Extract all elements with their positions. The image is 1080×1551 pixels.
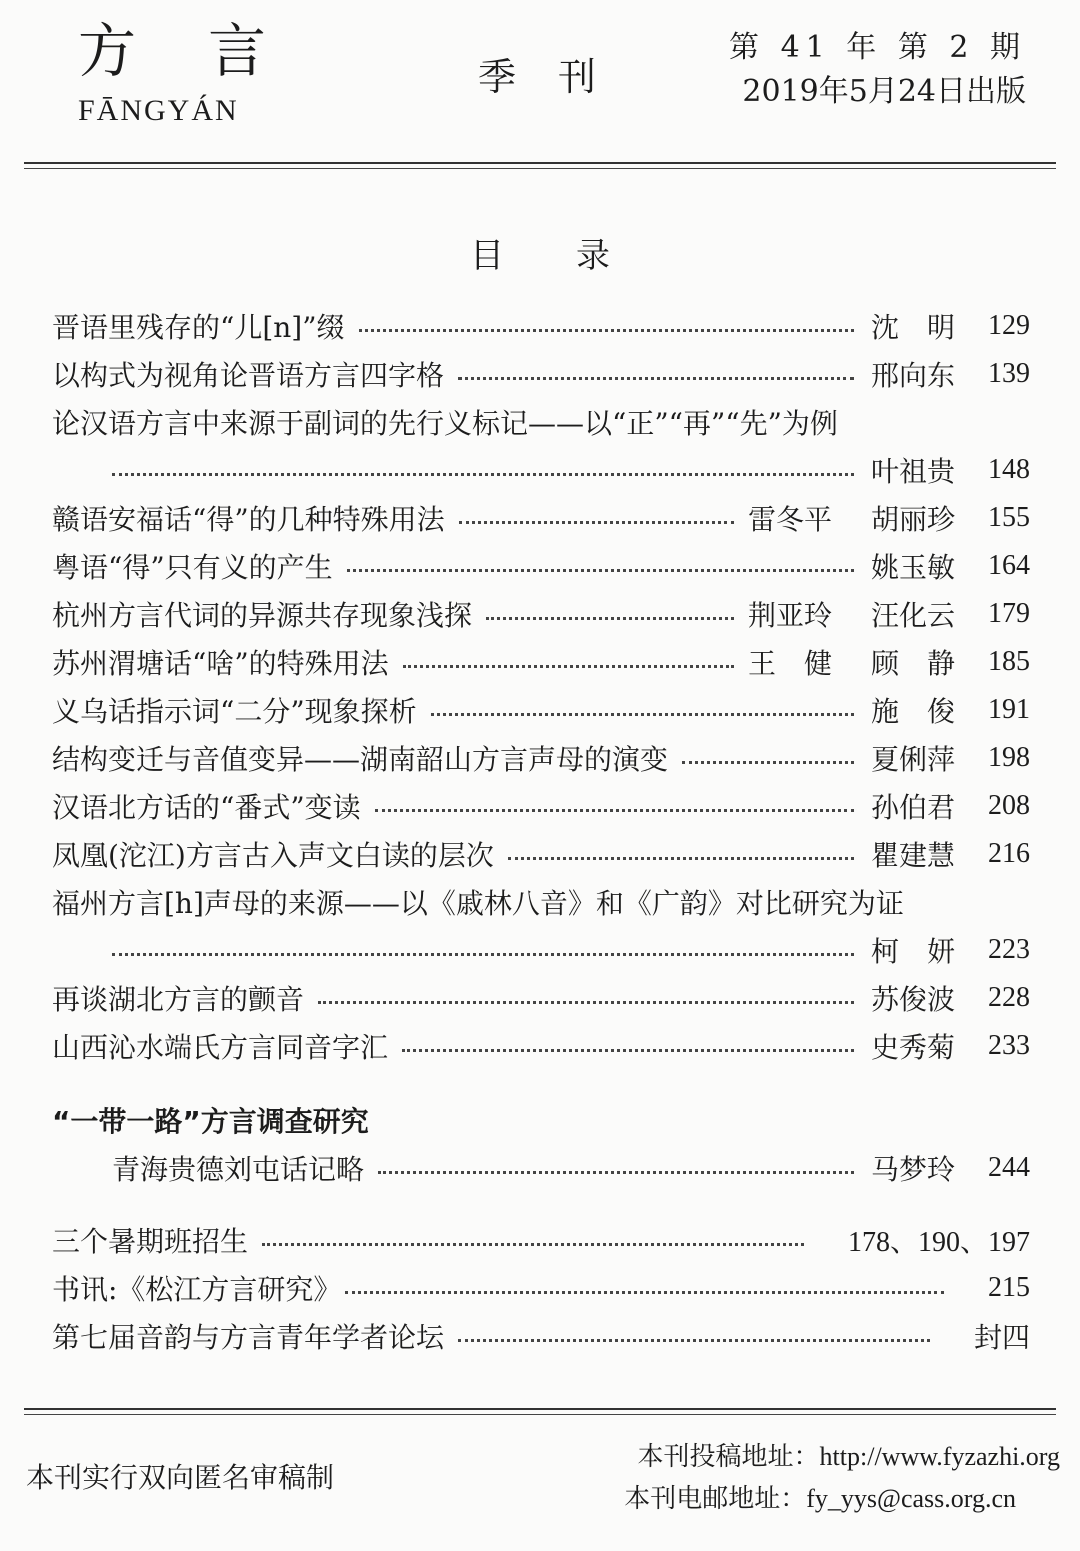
toc-entry-title: 赣语安福话“得”的几种特殊用法 bbox=[52, 503, 445, 536]
email-link[interactable]: fy_yys@cass.org.cn bbox=[806, 1484, 1016, 1513]
toc-entry-author: 汪化云 bbox=[870, 599, 955, 632]
section-title: “一带一路”方言调查研究 bbox=[52, 1105, 369, 1138]
dot-leader bbox=[682, 761, 854, 764]
toc-entry-author: 顾 静 bbox=[870, 647, 955, 680]
journal-pinyin: FĀNGYÁN bbox=[78, 94, 239, 127]
header-divider-top bbox=[24, 162, 1056, 164]
toc-entry-author: 姚玉敏 bbox=[870, 551, 955, 584]
toc-entry-title: 再谈湖北方言的颤音 bbox=[52, 983, 305, 1016]
toc-entry-author: 施 俊 bbox=[870, 695, 955, 728]
toc-entry[interactable] bbox=[52, 978, 1030, 1018]
toc-entry[interactable] bbox=[52, 546, 1030, 586]
toc-entry-author: 沈 明 bbox=[870, 311, 955, 344]
submission-address bbox=[638, 1436, 1060, 1473]
toc-entry-page: 223 bbox=[988, 934, 1030, 965]
notice-title: 第七届音韵与方言青年学者论坛 bbox=[52, 1321, 445, 1354]
toc-heading: 目录 bbox=[470, 236, 682, 276]
dot-leader bbox=[262, 1243, 804, 1246]
journal-title: 方言 bbox=[78, 17, 339, 85]
toc-entry-author: 史秀菊 bbox=[870, 1031, 955, 1064]
dot-leader bbox=[458, 1339, 930, 1342]
dot-leader bbox=[458, 377, 854, 380]
dot-leader bbox=[402, 1049, 854, 1052]
dot-leader bbox=[345, 1291, 944, 1294]
toc-entry[interactable] bbox=[52, 354, 1030, 394]
dot-leader bbox=[486, 617, 734, 620]
toc-entry-page: 191 bbox=[988, 694, 1030, 725]
notice-page: 178、190、197 bbox=[847, 1227, 1030, 1258]
toc-entry-continuation[interactable] bbox=[112, 930, 1030, 970]
toc-entry-page: 233 bbox=[988, 1030, 1030, 1061]
notice-page: 封四 bbox=[973, 1323, 1030, 1354]
toc-entry-author: 苏俊波 bbox=[870, 983, 955, 1016]
toc-entry-author: 柯 妍 bbox=[870, 935, 955, 968]
section-entry-page: 244 bbox=[988, 1152, 1030, 1183]
toc-entry-coauthor: 王 健 bbox=[748, 647, 833, 680]
footer-divider-bottom bbox=[24, 1414, 1056, 1415]
toc-entry-title: 山西沁水端氏方言同音字汇 bbox=[52, 1031, 389, 1064]
toc-entry-page: 148 bbox=[988, 454, 1030, 485]
notice-entry[interactable] bbox=[52, 1220, 1030, 1260]
notice-page: 215 bbox=[988, 1272, 1030, 1303]
toc-entry-page: 155 bbox=[988, 502, 1030, 533]
toc-entry-title: 杭州方言代词的异源共存现象浅探 bbox=[52, 599, 473, 632]
toc-entry[interactable] bbox=[52, 642, 1030, 682]
publication-date: 2019年5月24日出版 bbox=[742, 74, 1026, 109]
toc-entry-page: 139 bbox=[988, 358, 1030, 389]
toc-entry-page: 129 bbox=[988, 310, 1030, 341]
notice-title: 书讯:《松江方言研究》 bbox=[52, 1273, 342, 1306]
toc-entry[interactable] bbox=[52, 738, 1030, 778]
toc-entry-page: 208 bbox=[988, 790, 1030, 821]
toc-entry-title-line[interactable] bbox=[52, 402, 1030, 442]
toc-entry-title: 福州方言[h]声母的来源——以《戚林八音》和《广韵》对比研究为证 bbox=[52, 887, 904, 920]
dot-leader bbox=[359, 329, 854, 332]
toc-entry-page: 164 bbox=[988, 550, 1030, 581]
toc-entry[interactable] bbox=[52, 690, 1030, 730]
toc-entry[interactable] bbox=[52, 1026, 1030, 1066]
toc-entry-page: 216 bbox=[988, 838, 1030, 869]
notice-title: 三个暑期班招生 bbox=[52, 1225, 249, 1258]
dot-leader bbox=[112, 953, 854, 956]
toc-entry-title: 苏州渭塘话“啥”的特殊用法 bbox=[52, 647, 389, 680]
section-entry-author: 马梦玲 bbox=[870, 1153, 955, 1186]
toc-entry[interactable] bbox=[52, 594, 1030, 634]
header-divider-bottom bbox=[24, 168, 1056, 169]
journal-frequency: 季刊 bbox=[478, 55, 639, 99]
toc-entry-author: 瞿建慧 bbox=[870, 839, 955, 872]
toc-entry-coauthor: 荆亚玲 bbox=[748, 599, 833, 632]
toc-entry-coauthor: 雷冬平 bbox=[748, 503, 833, 536]
toc-entry-title: 以构式为视角论晋语方言四字格 bbox=[52, 359, 445, 392]
dot-leader bbox=[375, 809, 854, 812]
toc-entry-page: 198 bbox=[988, 742, 1030, 773]
toc-entry-page: 228 bbox=[988, 982, 1030, 1013]
section-entry-title: 青海贵德刘屯话记略 bbox=[112, 1153, 365, 1186]
dot-leader bbox=[378, 1171, 854, 1174]
notice-entry[interactable] bbox=[52, 1316, 1030, 1356]
toc-entry[interactable] bbox=[52, 834, 1030, 874]
toc-entry-title: 义乌话指示词“二分”现象探析 bbox=[52, 695, 417, 728]
dot-leader bbox=[112, 473, 854, 476]
toc-entry-title: 晋语里残存的“儿[n]”缀 bbox=[52, 311, 345, 344]
dot-leader bbox=[431, 713, 854, 716]
toc-entry[interactable] bbox=[52, 498, 1030, 538]
toc-entry-author: 胡丽珍 bbox=[870, 503, 955, 536]
dot-leader bbox=[403, 665, 734, 668]
dot-leader bbox=[347, 569, 854, 572]
toc-entry[interactable] bbox=[52, 306, 1030, 346]
dot-leader bbox=[318, 1001, 854, 1004]
email-address bbox=[624, 1478, 1016, 1515]
submission-url-link[interactable]: http://www.fyzazhi.org bbox=[819, 1442, 1060, 1471]
toc-entry-title: 汉语北方话的“番式”变读 bbox=[52, 791, 361, 824]
notice-entry[interactable] bbox=[52, 1268, 1030, 1308]
toc-entry[interactable] bbox=[52, 786, 1030, 826]
toc-entry-title: 凤凰(沱江)方言古入声文白读的层次 bbox=[52, 839, 494, 872]
toc-entry-page: 179 bbox=[988, 598, 1030, 629]
toc-entry-title-line[interactable] bbox=[52, 882, 1030, 922]
toc-entry-author: 孙伯君 bbox=[870, 791, 955, 824]
toc-entry-title: 论汉语方言中来源于副词的先行义标记——以“正”“再”“先”为例 bbox=[52, 407, 838, 440]
toc-entry-author: 夏俐萍 bbox=[870, 743, 955, 776]
email-label: 本刊电邮地址： bbox=[624, 1484, 807, 1514]
dot-leader bbox=[459, 521, 734, 524]
submission-label: 本刊投稿地址： bbox=[637, 1442, 820, 1472]
issue-number: 第 41 年 第 2 期 bbox=[729, 30, 1026, 65]
review-policy: 本刊实行双向匿名审稿制 bbox=[26, 1461, 335, 1494]
toc-entry-author: 邢向东 bbox=[870, 359, 955, 392]
dot-leader bbox=[508, 857, 854, 860]
toc-entry-continuation[interactable] bbox=[112, 450, 1030, 490]
footer-divider-top bbox=[24, 1408, 1056, 1410]
toc-entry-page: 185 bbox=[988, 646, 1030, 677]
toc-entry-author: 叶祖贵 bbox=[870, 455, 955, 488]
section-entry[interactable] bbox=[112, 1148, 1030, 1188]
toc-entry-title: 粤语“得”只有义的产生 bbox=[52, 551, 333, 584]
toc-entry-title: 结构变迁与音值变异——湖南韶山方言声母的演变 bbox=[52, 743, 669, 776]
